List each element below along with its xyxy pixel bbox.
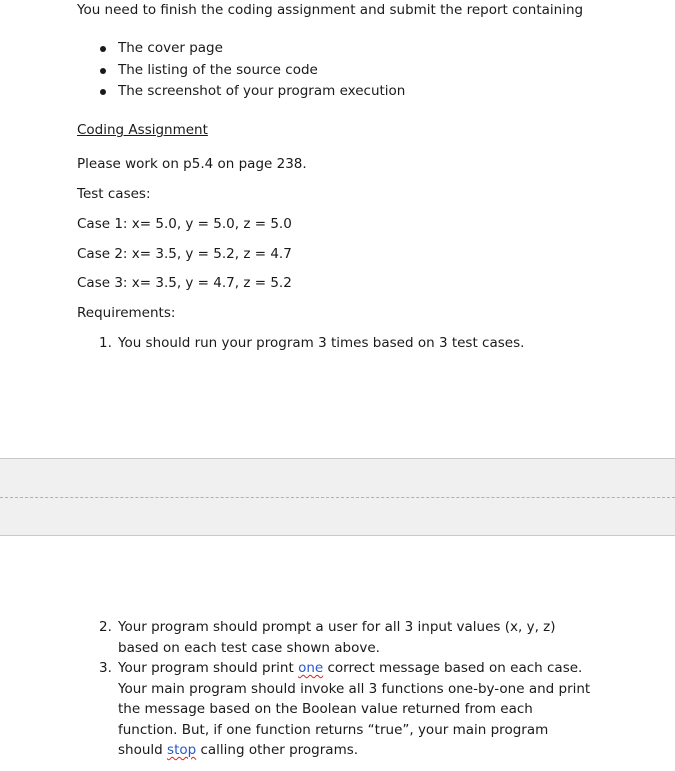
requirement-item-1: [99, 333, 599, 354]
spelling-flag-stop[interactable]: stop: [167, 742, 197, 758]
list-number: 1.: [99, 335, 112, 351]
deliverable-text: The listing of the source code: [118, 61, 318, 78]
page-break-line: [0, 497, 675, 498]
requirement-item-3: [99, 658, 594, 761]
work-instruction: Please work on p5.4 on page 238.: [77, 156, 307, 172]
deliverable-item: [96, 60, 405, 82]
test-cases-label: Test cases:: [77, 186, 151, 202]
page-break-area: [0, 458, 675, 536]
deliverable-text: The cover page: [118, 40, 223, 56]
test-case-3: Case 3: x= 3.5, y = 4.7, z = 5.2: [77, 275, 292, 291]
test-case-1: Case 1: x= 5.0, y = 5.0, z = 5.0: [77, 216, 292, 232]
intro-text: You need to finish the coding assignment and submit the report containing: [77, 2, 584, 18]
requirement-text-part: Your program should print: [118, 660, 299, 676]
spelling-flag-one[interactable]: one: [298, 660, 324, 676]
list-number: 2.: [99, 619, 112, 635]
requirement-text: Your program should prompt a user for all 3 input values (x, y, z) based on each test case shown above.: [118, 619, 556, 656]
requirement-item-2: [99, 617, 594, 658]
list-number: 3.: [99, 660, 112, 676]
bullet-icon: [100, 46, 106, 52]
deliverable-item: [96, 38, 405, 60]
bullet-icon: [100, 68, 106, 74]
deliverable-item: [96, 81, 405, 103]
deliverables-list: [96, 38, 405, 103]
test-case-2: Case 2: x= 3.5, y = 5.2, z = 4.7: [77, 246, 292, 262]
document-page-2: [0, 536, 675, 771]
requirement-text: [118, 658, 594, 761]
section-heading: Coding Assignment: [77, 122, 208, 138]
requirement-text-part: correct message based on each case. Your main program should invoke all 3 functions one-by-one and print the message based on the Boolean value returned from each function. But, if one function returns “true”, your main program should: [118, 660, 591, 758]
deliverable-text: The screenshot of your program execution: [118, 83, 406, 99]
requirement-text: You should run your program 3 times based on 3 test cases.: [118, 335, 525, 351]
bullet-icon: [100, 89, 106, 95]
requirement-text-part: calling other programs.: [196, 742, 359, 758]
requirements-label: Requirements:: [77, 305, 176, 321]
